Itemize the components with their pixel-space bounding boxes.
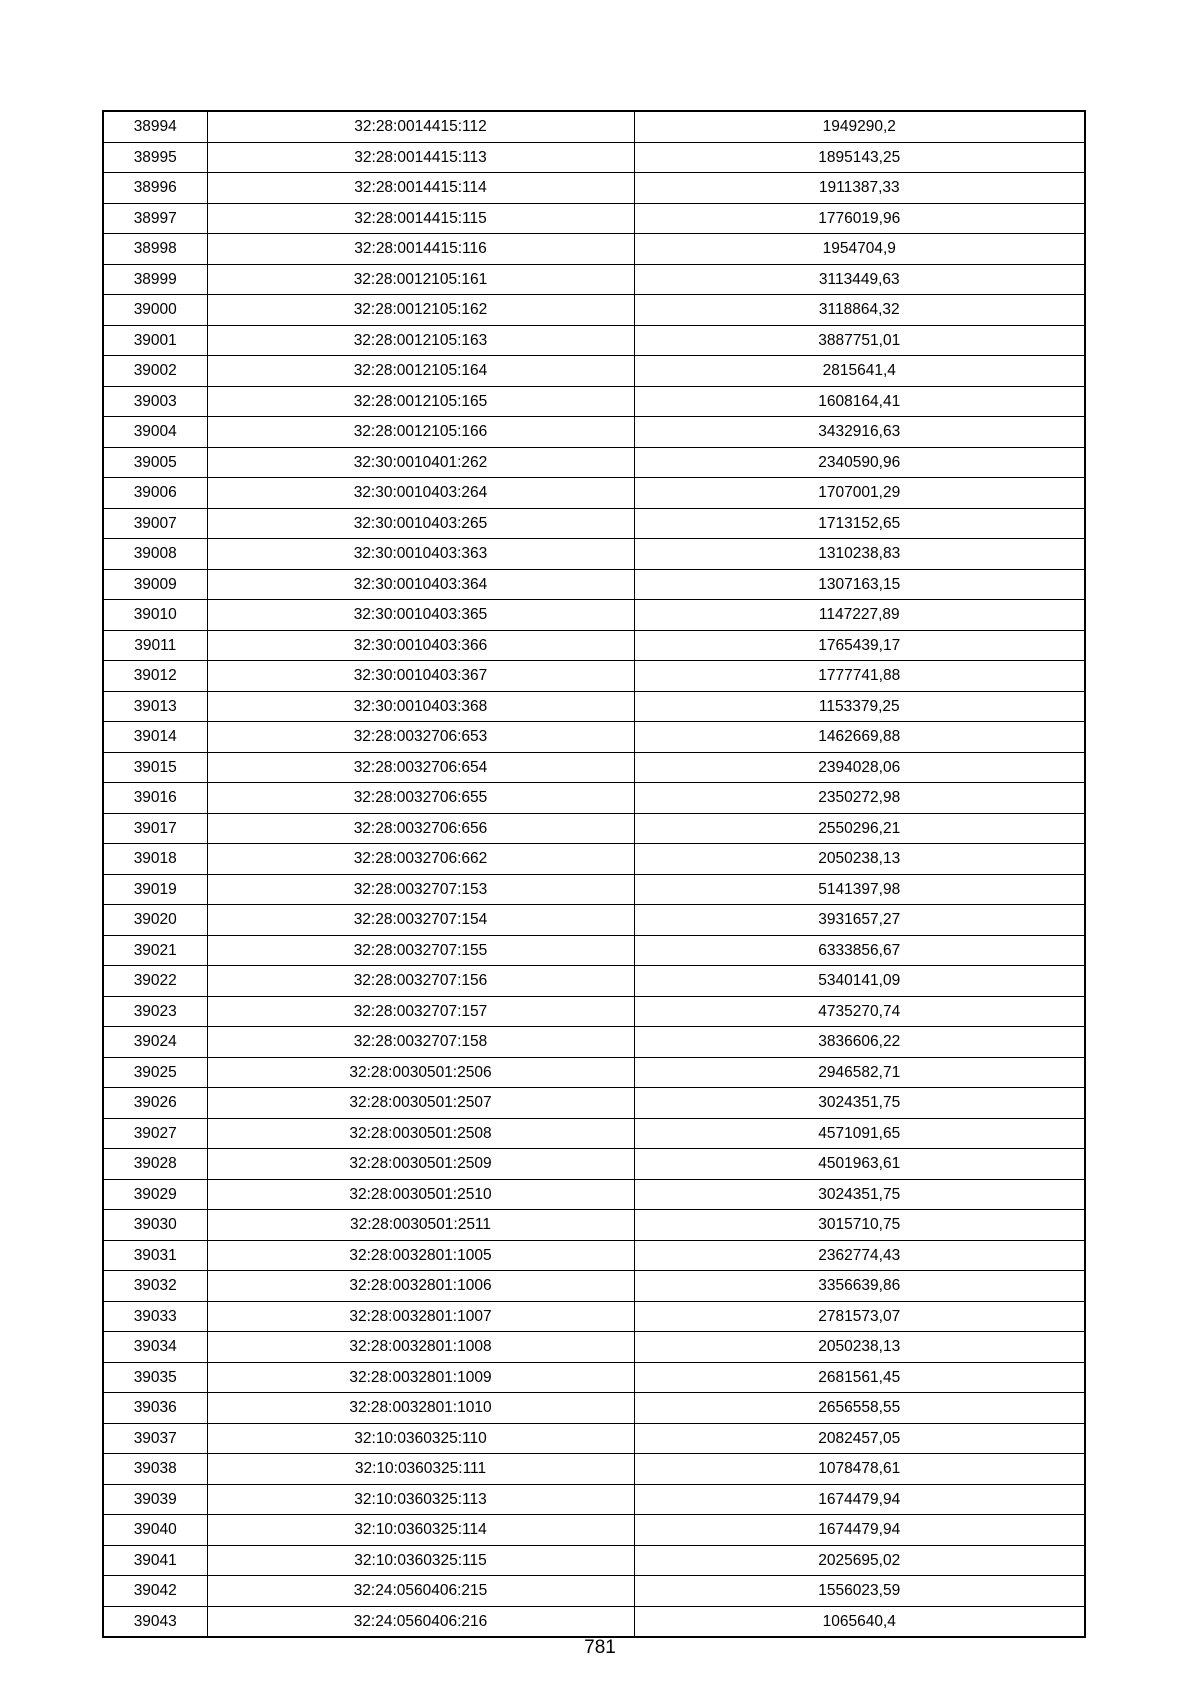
cadastral-number-cell: 32:28:0012105:164 xyxy=(207,356,634,387)
cadastral-number-cell: 32:28:0032801:1006 xyxy=(207,1271,634,1302)
value-cell: 2082457,05 xyxy=(634,1423,1085,1454)
table-row xyxy=(103,813,1085,844)
value-cell: 1949290,2 xyxy=(634,111,1085,142)
cadastral-number-cell: 32:28:0012105:166 xyxy=(207,417,634,448)
value-cell: 1954704,9 xyxy=(634,234,1085,265)
table-row xyxy=(103,447,1085,478)
cadastral-number-cell: 32:28:0014415:112 xyxy=(207,111,634,142)
row-number-cell: 39035 xyxy=(103,1362,207,1393)
value-cell: 2050238,13 xyxy=(634,844,1085,875)
cadastral-number-cell: 32:28:0014415:116 xyxy=(207,234,634,265)
table-row xyxy=(103,569,1085,600)
cadastral-number-cell: 32:10:0360325:110 xyxy=(207,1423,634,1454)
cadastral-number-cell: 32:28:0032801:1005 xyxy=(207,1240,634,1271)
cadastral-number-cell: 32:28:0030501:2508 xyxy=(207,1118,634,1149)
value-cell: 1713152,65 xyxy=(634,508,1085,539)
row-number-cell: 39038 xyxy=(103,1454,207,1485)
value-cell: 1776019,96 xyxy=(634,203,1085,234)
row-number-cell: 39028 xyxy=(103,1149,207,1180)
table-row xyxy=(103,203,1085,234)
table-row xyxy=(103,874,1085,905)
table-row xyxy=(103,478,1085,509)
value-cell: 1556023,59 xyxy=(634,1576,1085,1607)
row-number-cell: 39024 xyxy=(103,1027,207,1058)
value-cell: 3024351,75 xyxy=(634,1179,1085,1210)
table-row xyxy=(103,173,1085,204)
value-cell: 1674479,94 xyxy=(634,1484,1085,1515)
table-row xyxy=(103,1484,1085,1515)
value-cell: 1147227,89 xyxy=(634,600,1085,631)
value-cell: 4571091,65 xyxy=(634,1118,1085,1149)
row-number-cell: 39005 xyxy=(103,447,207,478)
table-row xyxy=(103,417,1085,448)
value-cell: 2681561,45 xyxy=(634,1362,1085,1393)
row-number-cell: 38994 xyxy=(103,111,207,142)
cadastral-number-cell: 32:30:0010403:365 xyxy=(207,600,634,631)
value-cell: 3024351,75 xyxy=(634,1088,1085,1119)
cadastral-number-cell: 32:30:0010403:368 xyxy=(207,691,634,722)
cadastral-number-cell: 32:28:0032801:1008 xyxy=(207,1332,634,1363)
row-number-cell: 39036 xyxy=(103,1393,207,1424)
row-number-cell: 39033 xyxy=(103,1301,207,1332)
cadastral-number-cell: 32:28:0032706:656 xyxy=(207,813,634,844)
cadastral-number-cell: 32:28:0030501:2506 xyxy=(207,1057,634,1088)
value-cell: 4735270,74 xyxy=(634,996,1085,1027)
table-row xyxy=(103,1606,1085,1637)
row-number-cell: 39002 xyxy=(103,356,207,387)
cadastral-number-cell: 32:10:0360325:113 xyxy=(207,1484,634,1515)
table-row xyxy=(103,1240,1085,1271)
table-row xyxy=(103,1149,1085,1180)
value-cell: 1707001,29 xyxy=(634,478,1085,509)
row-number-cell: 39012 xyxy=(103,661,207,692)
cadastral-number-cell: 32:24:0560406:216 xyxy=(207,1606,634,1637)
cadastral-number-cell: 32:30:0010401:262 xyxy=(207,447,634,478)
row-number-cell: 39043 xyxy=(103,1606,207,1637)
value-cell: 2815641,4 xyxy=(634,356,1085,387)
table-row xyxy=(103,1088,1085,1119)
cadastral-number-cell: 32:28:0032801:1009 xyxy=(207,1362,634,1393)
cadastral-number-cell: 32:30:0010403:265 xyxy=(207,508,634,539)
row-number-cell: 39034 xyxy=(103,1332,207,1363)
cadastral-number-cell: 32:28:0032707:156 xyxy=(207,966,634,997)
cadastral-number-cell: 32:28:0032707:154 xyxy=(207,905,634,936)
row-number-cell: 39029 xyxy=(103,1179,207,1210)
row-number-cell: 39015 xyxy=(103,752,207,783)
cadastral-number-cell: 32:30:0010403:363 xyxy=(207,539,634,570)
row-number-cell: 39003 xyxy=(103,386,207,417)
row-number-cell: 39041 xyxy=(103,1545,207,1576)
cadastral-number-cell: 32:10:0360325:114 xyxy=(207,1515,634,1546)
cadastral-number-cell: 32:28:0014415:114 xyxy=(207,173,634,204)
value-cell: 2350272,98 xyxy=(634,783,1085,814)
cadastral-number-cell: 32:28:0032707:155 xyxy=(207,935,634,966)
value-cell: 2025695,02 xyxy=(634,1545,1085,1576)
table-row xyxy=(103,1362,1085,1393)
cadastral-number-cell: 32:28:0032801:1010 xyxy=(207,1393,634,1424)
value-cell: 3931657,27 xyxy=(634,905,1085,936)
table-row xyxy=(103,142,1085,173)
cadastral-number-cell: 32:28:0012105:165 xyxy=(207,386,634,417)
table-row xyxy=(103,966,1085,997)
row-number-cell: 39027 xyxy=(103,1118,207,1149)
table-row xyxy=(103,508,1085,539)
row-number-cell: 39026 xyxy=(103,1088,207,1119)
cadastral-number-cell: 32:28:0032706:653 xyxy=(207,722,634,753)
value-cell: 2394028,06 xyxy=(634,752,1085,783)
table-row xyxy=(103,1027,1085,1058)
table-row xyxy=(103,996,1085,1027)
table-row xyxy=(103,905,1085,936)
table-row xyxy=(103,539,1085,570)
row-number-cell: 39037 xyxy=(103,1423,207,1454)
row-number-cell: 38995 xyxy=(103,142,207,173)
value-cell: 2340590,96 xyxy=(634,447,1085,478)
row-number-cell: 39014 xyxy=(103,722,207,753)
cadastral-number-cell: 32:30:0010403:364 xyxy=(207,569,634,600)
row-number-cell: 39010 xyxy=(103,600,207,631)
table-row xyxy=(103,1301,1085,1332)
table-row xyxy=(103,752,1085,783)
table-row xyxy=(103,691,1085,722)
row-number-cell: 39021 xyxy=(103,935,207,966)
value-cell: 1065640,4 xyxy=(634,1606,1085,1637)
cadastral-number-cell: 32:24:0560406:215 xyxy=(207,1576,634,1607)
value-cell: 3836606,22 xyxy=(634,1027,1085,1058)
table-row xyxy=(103,264,1085,295)
row-number-cell: 39040 xyxy=(103,1515,207,1546)
table-row xyxy=(103,600,1085,631)
value-cell: 2050238,13 xyxy=(634,1332,1085,1363)
table-row xyxy=(103,1057,1085,1088)
cadastral-number-cell: 32:28:0030501:2507 xyxy=(207,1088,634,1119)
value-cell: 2946582,71 xyxy=(634,1057,1085,1088)
row-number-cell: 39006 xyxy=(103,478,207,509)
cadastral-number-cell: 32:28:0032707:157 xyxy=(207,996,634,1027)
row-number-cell: 39042 xyxy=(103,1576,207,1607)
row-number-cell: 39007 xyxy=(103,508,207,539)
cadastral-value-table xyxy=(102,110,1086,1638)
value-cell: 1153379,25 xyxy=(634,691,1085,722)
row-number-cell: 39011 xyxy=(103,630,207,661)
page-number: 781 xyxy=(584,1637,616,1658)
cadastral-number-cell: 32:28:0030501:2510 xyxy=(207,1179,634,1210)
cadastral-number-cell: 32:28:0032706:655 xyxy=(207,783,634,814)
row-number-cell: 39009 xyxy=(103,569,207,600)
table-row xyxy=(103,1423,1085,1454)
value-cell: 3887751,01 xyxy=(634,325,1085,356)
value-cell: 3113449,63 xyxy=(634,264,1085,295)
value-cell: 4501963,61 xyxy=(634,1149,1085,1180)
value-cell: 2550296,21 xyxy=(634,813,1085,844)
table-row xyxy=(103,1515,1085,1546)
cadastral-number-cell: 32:10:0360325:115 xyxy=(207,1545,634,1576)
table-row xyxy=(103,661,1085,692)
value-cell: 1674479,94 xyxy=(634,1515,1085,1546)
table-row xyxy=(103,722,1085,753)
value-cell: 1307163,15 xyxy=(634,569,1085,600)
table-row xyxy=(103,1332,1085,1363)
value-cell: 3432916,63 xyxy=(634,417,1085,448)
cadastral-number-cell: 32:28:0030501:2509 xyxy=(207,1149,634,1180)
row-number-cell: 39030 xyxy=(103,1210,207,1241)
cadastral-number-cell: 32:28:0012105:161 xyxy=(207,264,634,295)
table-row xyxy=(103,1454,1085,1485)
row-number-cell: 39013 xyxy=(103,691,207,722)
value-cell: 1777741,88 xyxy=(634,661,1085,692)
cadastral-number-cell: 32:28:0014415:113 xyxy=(207,142,634,173)
cadastral-number-cell: 32:28:0032801:1007 xyxy=(207,1301,634,1332)
row-number-cell: 39016 xyxy=(103,783,207,814)
row-number-cell: 39022 xyxy=(103,966,207,997)
value-cell: 1078478,61 xyxy=(634,1454,1085,1485)
row-number-cell: 39025 xyxy=(103,1057,207,1088)
table-row xyxy=(103,325,1085,356)
row-number-cell: 39008 xyxy=(103,539,207,570)
table-body xyxy=(103,111,1085,1637)
row-number-cell: 38997 xyxy=(103,203,207,234)
table-row xyxy=(103,1118,1085,1149)
cadastral-number-cell: 32:10:0360325:111 xyxy=(207,1454,634,1485)
table-row xyxy=(103,234,1085,265)
row-number-cell: 39023 xyxy=(103,996,207,1027)
value-cell: 5141397,98 xyxy=(634,874,1085,905)
cadastral-number-cell: 32:28:0014415:115 xyxy=(207,203,634,234)
row-number-cell: 39017 xyxy=(103,813,207,844)
value-cell: 1911387,33 xyxy=(634,173,1085,204)
table-row xyxy=(103,111,1085,142)
cadastral-number-cell: 32:28:0012105:162 xyxy=(207,295,634,326)
cadastral-number-cell: 32:28:0032707:153 xyxy=(207,874,634,905)
table-row xyxy=(103,1576,1085,1607)
cadastral-number-cell: 32:28:0012105:163 xyxy=(207,325,634,356)
row-number-cell: 38996 xyxy=(103,173,207,204)
row-number-cell: 39020 xyxy=(103,905,207,936)
row-number-cell: 39001 xyxy=(103,325,207,356)
row-number-cell: 39031 xyxy=(103,1240,207,1271)
value-cell: 1310238,83 xyxy=(634,539,1085,570)
row-number-cell: 39004 xyxy=(103,417,207,448)
table-row xyxy=(103,1271,1085,1302)
value-cell: 5340141,09 xyxy=(634,966,1085,997)
table-row xyxy=(103,935,1085,966)
table-row xyxy=(103,1210,1085,1241)
table-row xyxy=(103,1545,1085,1576)
cadastral-number-cell: 32:30:0010403:264 xyxy=(207,478,634,509)
value-cell: 1462669,88 xyxy=(634,722,1085,753)
value-cell: 1608164,41 xyxy=(634,386,1085,417)
row-number-cell: 39019 xyxy=(103,874,207,905)
value-cell: 1895143,25 xyxy=(634,142,1085,173)
row-number-cell: 39000 xyxy=(103,295,207,326)
table-row xyxy=(103,630,1085,661)
cadastral-number-cell: 32:28:0030501:2511 xyxy=(207,1210,634,1241)
cadastral-number-cell: 32:28:0032706:662 xyxy=(207,844,634,875)
value-cell: 2781573,07 xyxy=(634,1301,1085,1332)
table-row xyxy=(103,295,1085,326)
table-row xyxy=(103,1179,1085,1210)
table-row xyxy=(103,356,1085,387)
row-number-cell: 38999 xyxy=(103,264,207,295)
value-cell: 3356639,86 xyxy=(634,1271,1085,1302)
value-cell: 1765439,17 xyxy=(634,630,1085,661)
table-row xyxy=(103,386,1085,417)
cadastral-number-cell: 32:28:0032706:654 xyxy=(207,752,634,783)
cadastral-number-cell: 32:30:0010403:367 xyxy=(207,661,634,692)
table-row xyxy=(103,783,1085,814)
value-cell: 2656558,55 xyxy=(634,1393,1085,1424)
table-row xyxy=(103,844,1085,875)
row-number-cell: 39032 xyxy=(103,1271,207,1302)
row-number-cell: 38998 xyxy=(103,234,207,265)
value-cell: 6333856,67 xyxy=(634,935,1085,966)
cadastral-number-cell: 32:30:0010403:366 xyxy=(207,630,634,661)
value-cell: 3015710,75 xyxy=(634,1210,1085,1241)
row-number-cell: 39018 xyxy=(103,844,207,875)
cadastral-number-cell: 32:28:0032707:158 xyxy=(207,1027,634,1058)
value-cell: 2362774,43 xyxy=(634,1240,1085,1271)
value-cell: 3118864,32 xyxy=(634,295,1085,326)
table-row xyxy=(103,1393,1085,1424)
row-number-cell: 39039 xyxy=(103,1484,207,1515)
